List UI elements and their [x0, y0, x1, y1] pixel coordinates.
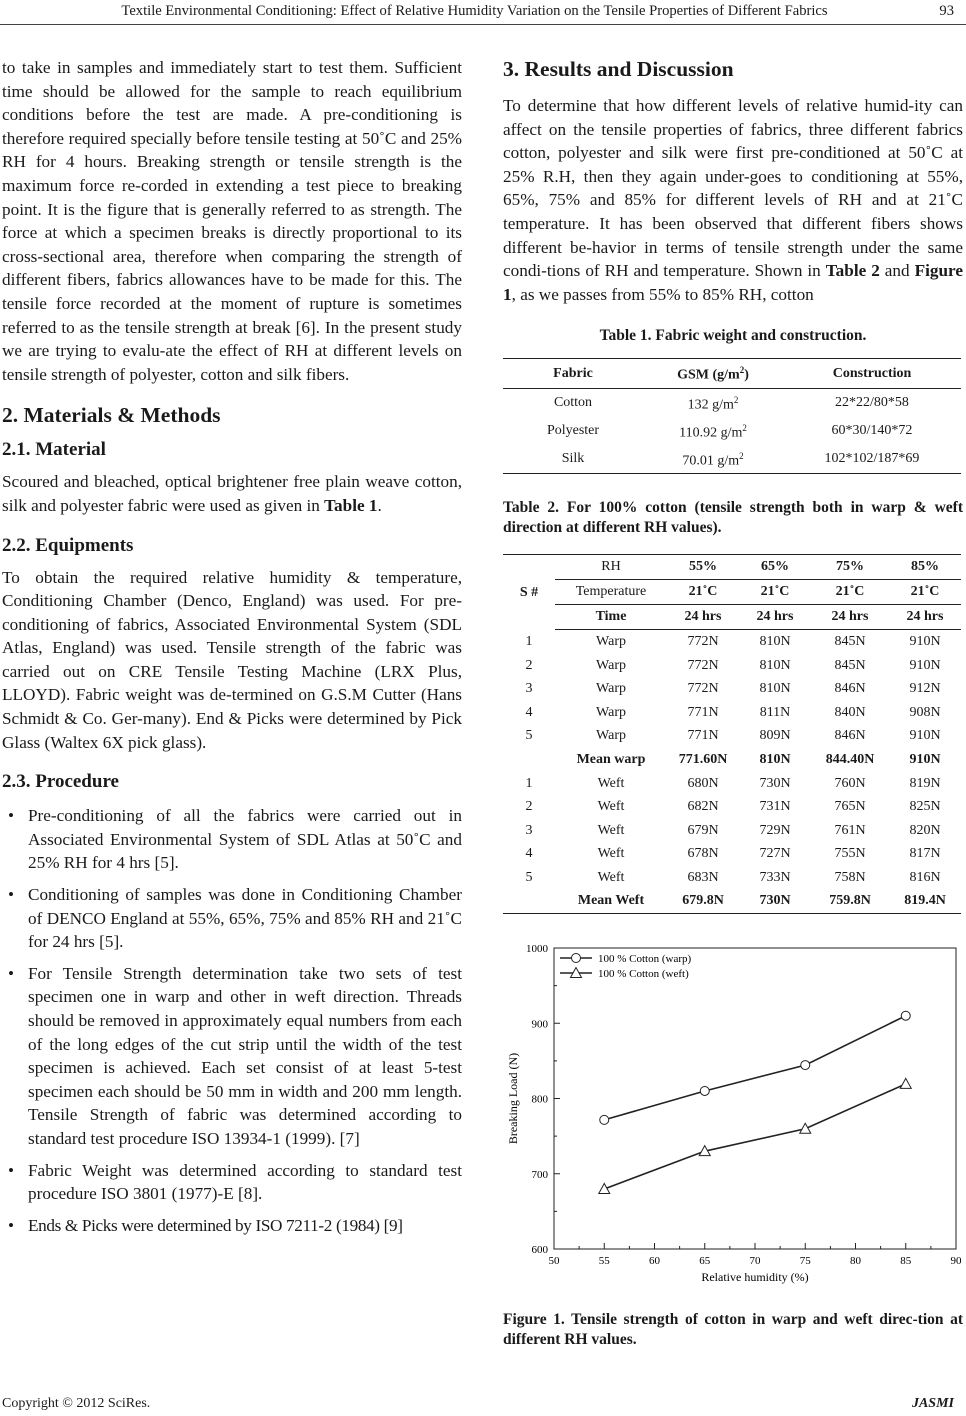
subsection-heading-procedure: 2.3. Procedure: [2, 771, 119, 793]
cell: 682N: [687, 799, 719, 815]
table-header-row: [503, 359, 961, 388]
section-heading-results: 3. Results and Discussion: [503, 57, 734, 81]
time-value: 24 hrs: [811, 604, 889, 629]
left-column: [2, 56, 462, 1237]
y-tick-label: 600: [531, 1244, 548, 1257]
x-tick-label: 55: [598, 1255, 610, 1268]
cell: 765N: [834, 799, 866, 815]
table-row: [503, 677, 961, 701]
temp-value: 21˚C: [667, 579, 739, 604]
table-row: [503, 842, 961, 866]
cell: Warp: [596, 704, 626, 720]
cell: 733N: [759, 869, 791, 885]
data-point: [900, 1078, 911, 1088]
cell: 845N: [834, 633, 866, 649]
cell: 825N: [909, 799, 941, 815]
figure1-caption: Figure 1. Tensile strength of cotton in warp and weft direc-tion at different RH values.: [503, 1311, 963, 1349]
table-row: [503, 445, 961, 474]
cell: [643, 388, 783, 417]
cell: Weft: [597, 822, 625, 838]
cell: 5: [525, 728, 533, 744]
x-axis-label: Relative humidity (%): [701, 1270, 809, 1285]
rh-value: 85%: [889, 555, 961, 580]
cell: 912N: [909, 681, 941, 697]
table1: [503, 358, 961, 474]
subsection-heading-equipments: 2.2. Equipments: [2, 534, 134, 556]
temp-value: 21˚C: [739, 579, 811, 604]
list-item: • Ends & Picks were determined by ISO 7211-2 (1984) [9]: [2, 1214, 462, 1238]
table-row: [503, 795, 961, 819]
list-item: • Fabric Weight was determined according to standard test procedure ISO 3801 (1977)-E [8].: [2, 1159, 462, 1206]
table-row: [503, 866, 961, 890]
cell: 772N: [687, 633, 719, 649]
results-paragraph: [503, 94, 963, 306]
cell: 730N: [759, 893, 791, 909]
results-text: , as we passes from 55% to 85% RH, cotton: [511, 284, 814, 304]
table-row: [503, 724, 961, 748]
y-tick-label: 1000: [526, 943, 548, 956]
running-title: Textile Environmental Conditioning: Effect of Relative Humidity Variation on the Tensile Properties of Different Fabrics: [121, 3, 828, 19]
cell: 819N: [909, 775, 941, 791]
table-row: [503, 388, 961, 417]
cell: Warp: [596, 633, 626, 649]
cell-text: 132 g/m: [687, 397, 734, 413]
table-header-row: [503, 555, 961, 580]
gsm-close: ): [744, 368, 749, 383]
cell: 60*30/140*72: [831, 423, 913, 439]
table-row: [503, 819, 961, 843]
journal-name: JASMI: [911, 1396, 954, 1411]
cell: 760N: [834, 775, 866, 791]
x-tick-label: 50: [548, 1255, 560, 1268]
cell: 4: [525, 846, 533, 862]
header-rule: [0, 24, 966, 25]
y-tick-label: 800: [531, 1093, 548, 1106]
cell: 772N: [687, 657, 719, 673]
copyright: Copyright © 2012 SciRes.: [2, 1396, 151, 1411]
cell: 846N: [834, 728, 866, 744]
cell: 4: [525, 704, 533, 720]
table-ref[interactable]: Table 1: [324, 495, 378, 515]
row-label-rh: RH: [555, 555, 667, 580]
list-item: • Pre-conditioning of all the fabrics were carried out in Associated Environmental System of SDL Atlas at 50˚C and 25% RH for 4 hrs [5].: [2, 804, 462, 875]
cell: 840N: [834, 704, 866, 720]
table2-body: [503, 629, 961, 913]
table-row: [503, 629, 961, 653]
cell: 771N: [687, 728, 719, 744]
cell: Weft: [597, 799, 625, 815]
results-text: To determine that how different levels of relative humid-ity can affect on the tensile properties of fabrics, three different fabrics cotton, polyester and silk were first pre-conditioned at 50˚C at 25% R.H, then they again under-goes to conditioning at 55%, 65%, 75% and 85% for different levels of RH and at 21˚C temperature. It has been observed that different fibers shows different be-havior in terms of tensile strength under the same condi-tions of RH and temperature. Shown in: [503, 96, 963, 281]
cell: 680N: [687, 775, 719, 791]
x-tick-label: 70: [749, 1255, 761, 1268]
cell: Mean warp: [576, 751, 646, 767]
col-header-sno: S #: [519, 584, 539, 600]
temp-value: 21˚C: [811, 579, 889, 604]
cell: Warp: [596, 728, 626, 744]
cell: 819.4N: [904, 893, 946, 909]
subsection-heading-material: 2.1. Material: [2, 439, 106, 461]
cell: [643, 445, 783, 474]
cell: 910N: [909, 633, 941, 649]
cell: 771.60N: [678, 751, 728, 767]
table2-block: [503, 498, 963, 914]
material-paragraph: [2, 470, 462, 517]
cell: 910N: [909, 751, 941, 767]
right-column: [503, 56, 963, 1350]
cell: 102*102/187*69: [824, 451, 920, 467]
cell: 731N: [759, 799, 791, 815]
rh-value: 65%: [739, 555, 811, 580]
cell-text: 110.92 g/m: [679, 425, 743, 441]
cell: 22*22/80*58: [835, 394, 909, 410]
cell: 816N: [909, 869, 941, 885]
row-label-temperature: Temperature: [555, 579, 667, 604]
plot-frame: [554, 948, 956, 1249]
cell: [643, 417, 783, 445]
table-header-row: [503, 579, 961, 604]
cell: 758N: [834, 869, 866, 885]
cell: Cotton: [553, 394, 593, 410]
cell: 811N: [759, 704, 791, 720]
page-header: [0, 0, 966, 30]
x-tick-label: 90: [950, 1255, 962, 1268]
cell: Mean Weft: [577, 893, 645, 909]
material-text: Scoured and bleached, optical brightener free plain weave cotton, silk and polyester fabric were used as given in: [2, 472, 462, 515]
cell: 729N: [759, 822, 791, 838]
cell-sup: 2: [742, 422, 747, 433]
table1-block: [503, 326, 963, 474]
col-header-construction: Construction: [832, 365, 912, 381]
cell: 679.8N: [682, 893, 724, 909]
table-row: [503, 701, 961, 725]
equipments-paragraph: To obtain the required relative humidity & temperature, Conditioning Chamber (Denco, England) was used. For pre-conditioning of fabrics, Associated Environmental System (SDL Atlas, England) was used. Tensile strength of the fabric was carried out on CRE Tensile Testing Machine (LRX Plus, LLOYD). Fabric weight was de-termined on G.S.M Cutter (Hans Schmidt & Co. Ger-many). End & Picks were determined by Pick Glass (Waltex 6X pick glass).: [2, 567, 462, 752]
mean-row: [503, 748, 961, 772]
series-line: [604, 1084, 906, 1189]
table1-caption: Table 1. Fabric weight and construction.: [599, 327, 867, 345]
y-tick-label: 700: [531, 1168, 548, 1181]
mean-row: [503, 889, 961, 913]
cell: 817N: [909, 846, 941, 862]
cell: 810N: [759, 657, 791, 673]
cell: [503, 889, 555, 913]
cell: 761N: [834, 822, 866, 838]
cell: 678N: [687, 846, 719, 862]
table-row: [503, 417, 961, 445]
y-axis-label: Breaking Load (N): [506, 1052, 520, 1145]
cell: 820N: [909, 822, 941, 838]
data-point: [800, 1123, 811, 1133]
cell-sup: 2: [733, 394, 739, 405]
material-text-end: .: [377, 495, 382, 515]
table-row: [503, 772, 961, 796]
cell-text: 70.01 g/m: [682, 453, 740, 469]
table2-caption: Table 2. For 100% cotton (tensile strength both in warp & weft direction at different RH values).: [503, 499, 963, 537]
row-label-time: Time: [555, 604, 667, 629]
x-tick-label: 75: [799, 1255, 811, 1268]
x-tick-label: 65: [699, 1255, 711, 1268]
cell: 679N: [687, 822, 719, 838]
table-header-row: [503, 604, 961, 629]
cell: 5: [525, 869, 533, 885]
cell: 910N: [909, 728, 941, 744]
legend-marker: [572, 954, 581, 963]
cell: 1: [525, 633, 533, 649]
results-text: and: [879, 261, 915, 281]
cell: 3: [525, 822, 533, 838]
cell: Warp: [596, 681, 626, 697]
data-point: [700, 1087, 709, 1096]
cell: Weft: [597, 846, 625, 862]
section-heading-methods: 2. Materials & Methods: [2, 403, 221, 428]
cell: 759.8N: [829, 893, 871, 909]
legend-label: 100 % Cotton (weft): [598, 968, 689, 981]
x-tick-label: 80: [850, 1255, 861, 1268]
gsm-label: GSM (g/m: [677, 368, 740, 383]
cell: 683N: [687, 869, 719, 885]
intro-paragraph: to take in samples and immediately start to test them. Sufficient time should be allowed for the sample to reach equilibrium conditions before the test are made. A pre-conditioning is therefore required specially before tensile testing at 50˚C and 25% RH for 4 hours. Breaking strength or tensile strength is the maximum force re-corded in extending a test piece to breaking point. It is the figure that is generally referred to as strength. The force at which a specimen breaks is directly proportional to its cross-sectional area, therefore when comparing the strength of different fibers, fabrics allowances have to be made for this. The tensile force recorded at the moment of rupture is sometimes referred to as the tensile strength at break [6]. In the present study we are trying to evalu-ate the effect of RH at different levels on tensile strength of polyester, cotton and silk fibers.: [2, 58, 462, 384]
rh-value: 55%: [667, 555, 739, 580]
cell: 846N: [834, 681, 866, 697]
legend-label: 100 % Cotton (warp): [598, 953, 692, 966]
cell: 755N: [834, 846, 866, 862]
cell: Polyester: [546, 423, 600, 439]
data-point: [600, 1115, 609, 1124]
cell: 2: [525, 657, 533, 673]
time-value: 24 hrs: [667, 604, 739, 629]
cell: 772N: [687, 681, 719, 697]
gsm-sup: 2: [739, 365, 745, 376]
cell: 727N: [759, 846, 791, 862]
cell: 844.40N: [825, 751, 875, 767]
cell: Weft: [597, 869, 625, 885]
temp-value: 21˚C: [889, 579, 961, 604]
cell: 2: [525, 799, 533, 815]
cell: [503, 748, 555, 772]
cell: 810N: [759, 633, 791, 649]
y-tick-label: 900: [531, 1018, 548, 1031]
table2: [503, 554, 961, 914]
data-point: [801, 1061, 810, 1070]
cell: 730N: [759, 775, 791, 791]
cell: 810N: [759, 751, 791, 767]
time-value: 24 hrs: [739, 604, 811, 629]
cell: 910N: [909, 657, 941, 673]
rh-value: 75%: [811, 555, 889, 580]
figure1-chart: [503, 926, 965, 1304]
table-ref[interactable]: Table 2: [825, 261, 880, 281]
cell: Weft: [597, 775, 625, 791]
cell: 809N: [759, 728, 791, 744]
list-item: • Conditioning of samples was done in Conditioning Chamber of DENCO England at 55%, 65%, 75% and 85% RH and 21˚C for 24 hrs [5].: [2, 883, 462, 954]
cell: Warp: [596, 657, 626, 673]
col-header-fabric: Fabric: [553, 365, 593, 381]
cell: 1: [525, 775, 533, 791]
col-header-gsm: [643, 359, 783, 388]
time-value: 24 hrs: [889, 604, 961, 629]
cell: 810N: [759, 681, 791, 697]
figure-ref[interactable]: Figure 1: [503, 261, 963, 304]
cell: Silk: [561, 451, 585, 467]
data-point: [599, 1184, 610, 1194]
procedure-list: [2, 804, 462, 1237]
x-tick-label: 85: [900, 1255, 912, 1268]
cell: 908N: [909, 704, 941, 720]
list-item: • For Tensile Strength determination take two sets of test specimen one in warp and other in weft direction. Threads should be removed in approximately equal numbers from each of the long edges of the cut strip until the width of the test specimen is achieved. Each set consist of at least 5-test specimen each should be 50 mm in width and 200 mm length. Tensile Strength of fabric was determined according to standard test procedure ISO 13934-1 (1999). [7]: [2, 962, 462, 1151]
data-point: [901, 1011, 910, 1020]
cell: 845N: [834, 657, 866, 673]
cell: 3: [525, 681, 533, 697]
cell-sup: 2: [739, 451, 744, 462]
x-tick-label: 60: [649, 1255, 660, 1268]
page-number: 93: [939, 3, 954, 19]
table-row: [503, 654, 961, 678]
cell: 771N: [687, 704, 719, 720]
